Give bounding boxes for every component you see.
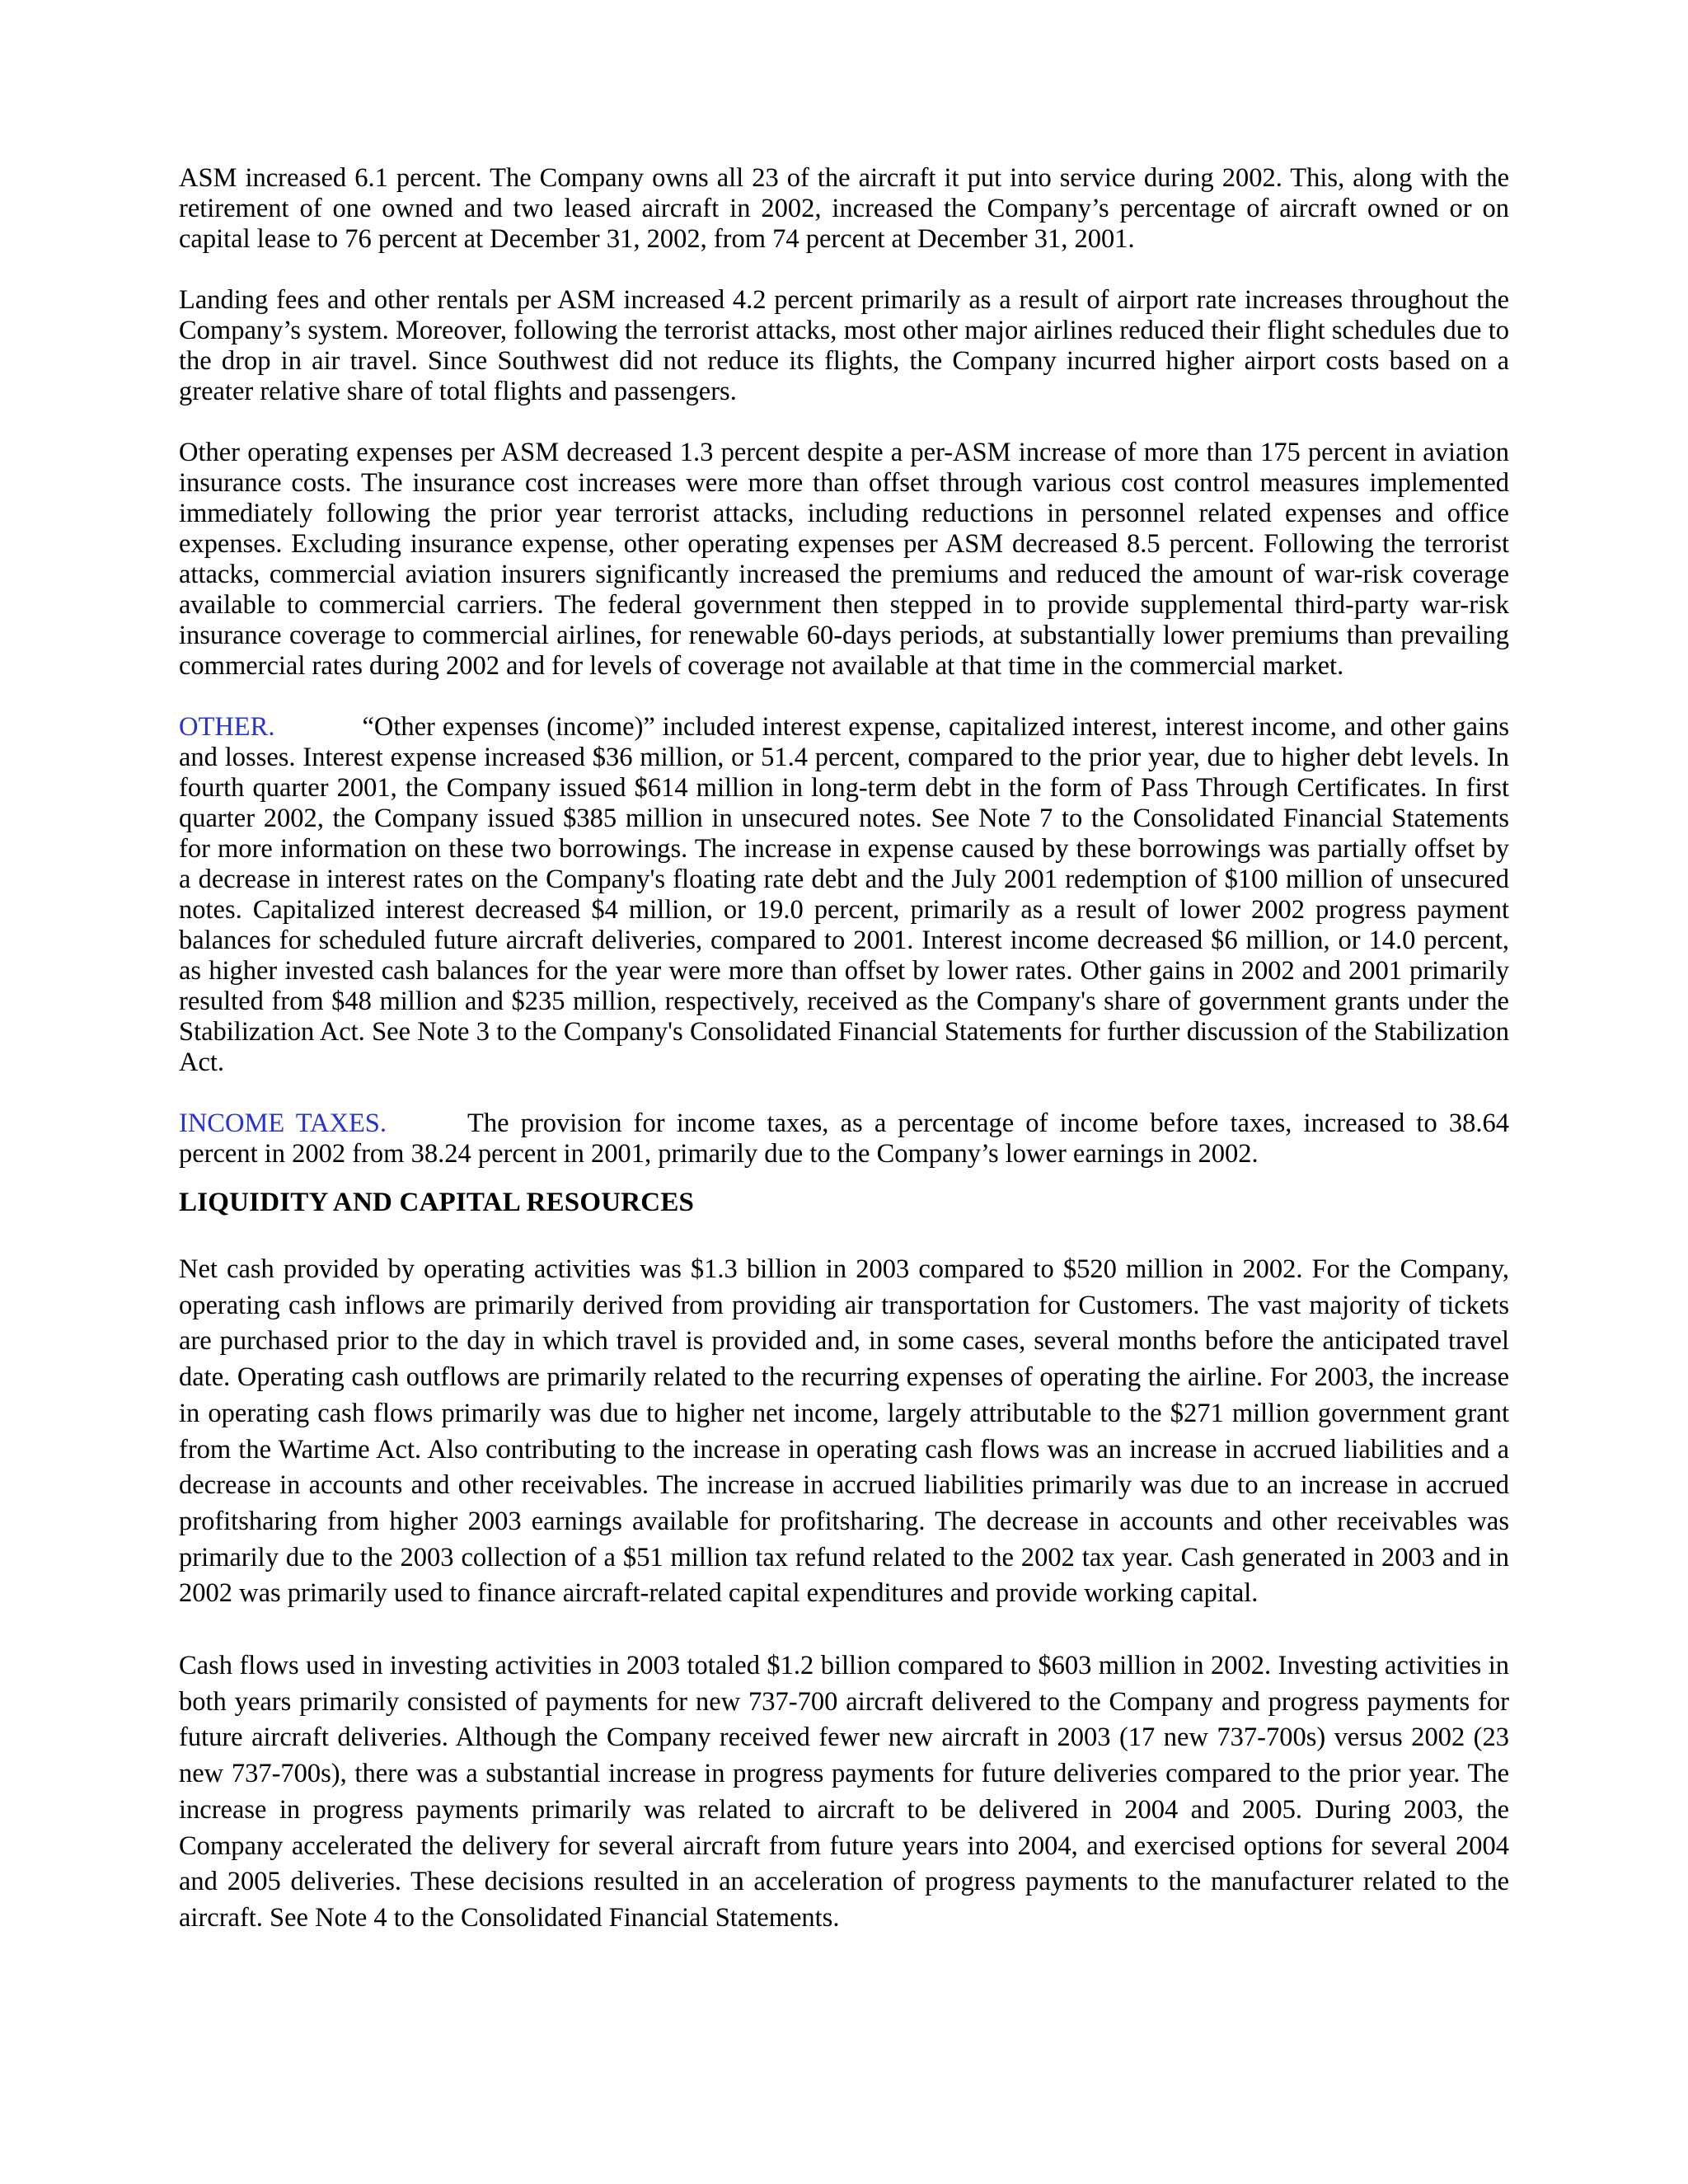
paragraph-investing: Cash flows used in investing activities in 2003 totaled $1.2 billion compared to $603 million in 2002. Investing activities in both years primarily consisted of payments for new 737-700 aircraft delivered to the Company and progress payments for future aircraft deliveries. Although the Company received fewer new aircraft in 2003 (17 new 737-700s) versus 2002 (23 new 737-700s), there was a substantial increase in progress payments for future deliveries compared to the prior year. The increase in progress payments primarily was related to aircraft to be delivered in 2004 and 2005. During 2003, the Company accelerated the delivery for several aircraft from future years into 2004, and exercised options for several 2004 and 2005 deliveries. These decisions resulted in an acceleration of progress payments to the manufacturer related to the aircraft. See Note 4 to the Consolidated Financial Statements.	[179, 1651, 1509, 1933]
paragraph-income-taxes	[179, 1108, 1509, 1169]
paragraph-other-operating-expenses: Other operating expenses per ASM decreased 1.3 percent despite a per-ASM increase of more than 175 percent in aviation insurance costs. The insurance cost increases were more than offset through various cost control measures implemented immediately following the prior year terrorist attacks, including reductions in personnel related expenses and office expenses. Excluding insurance expense, other operating expenses per ASM decreased 8.5 percent. Following the terrorist attacks, commercial aviation insurers significantly increased the premiums and reduced the amount of war-risk coverage available to commercial carriers. The federal government then stepped in to provide supplemental third-party war-risk insurance coverage to commercial airlines, for renewable 60-days periods, at substantially lower premiums than prevailing commercial rates during 2002 and for levels of coverage not available at that time in the commercial market.	[179, 438, 1509, 681]
document-body	[179, 163, 1509, 1937]
other-text: “Other expenses (income)” included interest expense, capitalized interest, interest income, and other gains and losses. Interest expense increased $36 million, or 51.4 percent, compared to the prior year, due to higher debt levels. In fourth quarter 2001, the Company issued $614 million in long-term debt in the form of Pass Through Certificates. In first quarter 2002, the Company issued $385 million in unsecured notes. See Note 7 to the Consolidated Financial Statements for more information on these two borrowings. The increase in expense caused by these borrowings was partially offset by a decrease in interest rates on the Company's floating rate debt and the July 2001 redemption of $100 million of unsecured notes. Capitalized interest decreased $4 million, or 19.0 percent, primarily as a result of lower 2002 progress payment balances for scheduled future aircraft deliveries, compared to 2001. Interest income decreased $6 million, or 14.0 percent, as higher invested cash balances for the year were more than offset by lower rates. Other gains in 2002 and 2001 primarily resulted from $48 million and $235 million, respectively, received as the Company's share of government grants under the Stabilization Act. See Note 3 to the Company's Consolidated Financial Statements for further discussion of the Stabilization Act.	[179, 712, 1509, 1077]
income-taxes-label: INCOME TAXES.	[179, 1108, 387, 1138]
paragraph-operating-cash: Net cash provided by operating activities was $1.3 billion in 2003 compared to $520 million in 2002. For the Company, operating cash inflows are primarily derived from providing air transportation for Customers. The vast majority of tickets are purchased prior to the day in which travel is provided and, in some cases, several months before the anticipated travel date. Operating cash outflows are primarily related to the recurring expenses of operating the airline. For 2003, the increase in operating cash flows primarily was due to higher net income, largely attributable to the $271 million government grant from the Wartime Act. Also contributing to the increase in operating cash flows was an increase in accrued liabilities and a decrease in accounts and other receivables. The increase in accrued liabilities primarily was due to an increase in accrued profitsharing from higher 2003 earnings available for profitsharing. The decrease in accounts and other receivables was primarily due to the 2003 collection of a $51 million tax refund related to the 2002 tax year. Cash generated in 2003 and in 2002 was primarily used to finance aircraft-related capital expenditures and provide working capital.	[179, 1254, 1509, 1609]
paragraph-landing-fees: Landing fees and other rentals per ASM increased 4.2 percent primarily as a result of airport rate increases throughout the Company’s system. Moreover, following the terrorist attacks, most other major airlines reduced their flight schedules due to the drop in air travel. Since Southwest did not reduce its flights, the Company incurred higher airport costs based on a greater relative share of total flights and passengers.	[179, 285, 1509, 406]
paragraph-other	[179, 712, 1509, 1078]
other-label: OTHER.	[179, 712, 275, 742]
paragraph-asm: ASM increased 6.1 percent. The Company owns all 23 of the aircraft it put into service during 2002. This, along with the retirement of one owned and two leased aircraft in 2002, increased the Company’s percentage of aircraft owned or on capital lease to 76 percent at December 31, 2002, from 74 percent at December 31, 2001.	[179, 163, 1509, 254]
section-heading-liquidity: LIQUIDITY AND CAPITAL RESOURCES	[179, 1188, 695, 1217]
income-taxes-text: The provision for income taxes, as a percentage of income before taxes, increased to 38.64 percent in 2002 from 38.24 percent in 2001, primarily due to the Company’s lower earnings in 2002.	[179, 1108, 1509, 1169]
